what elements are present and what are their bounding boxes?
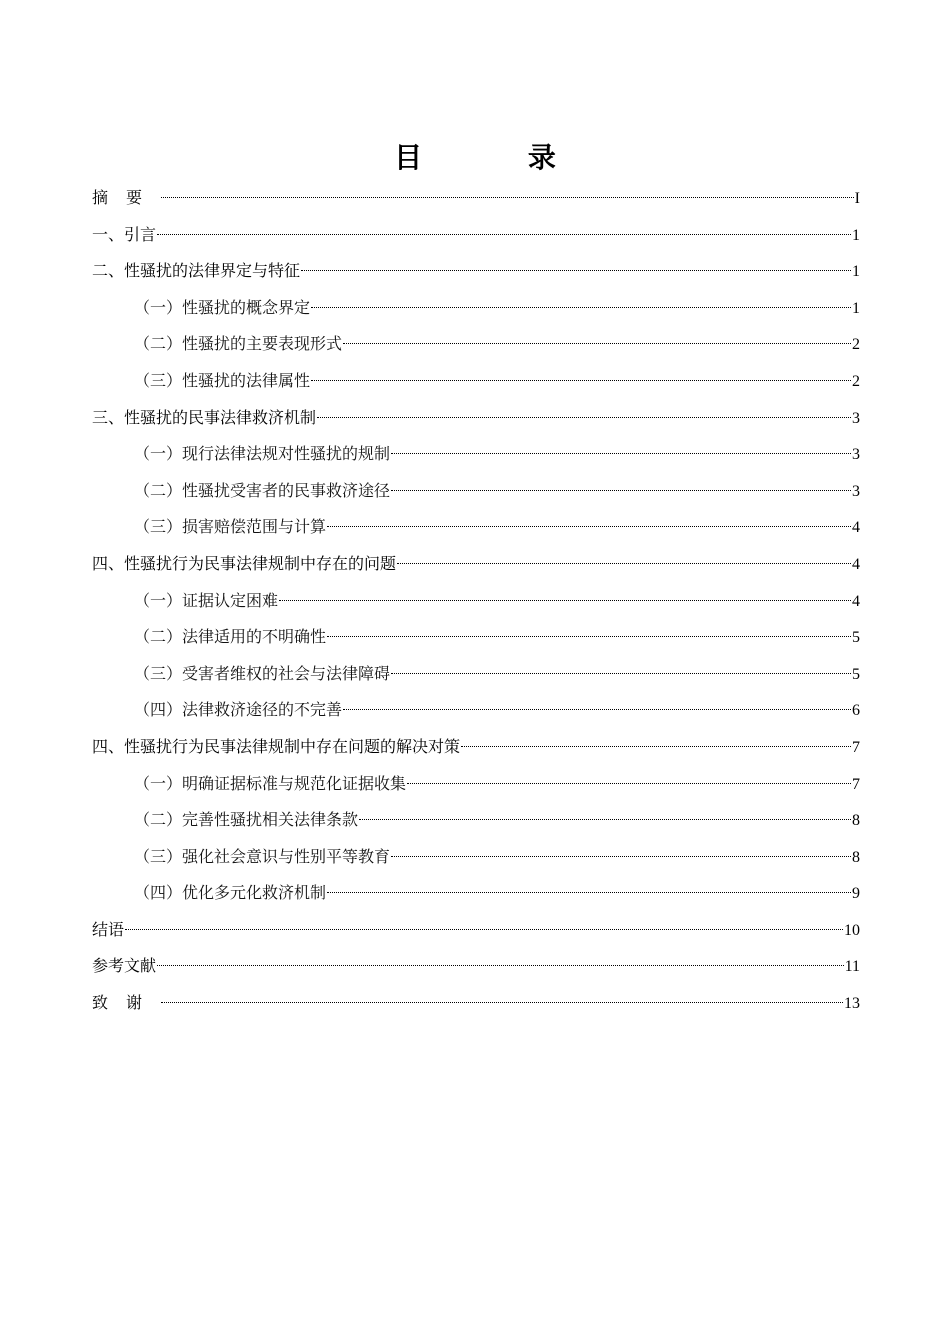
toc-entry-label: （二）性骚扰的主要表现形式: [134, 334, 343, 354]
toc-entry-chapter-5[interactable]: [92, 729, 860, 766]
toc-entry-chapter-2[interactable]: [92, 253, 860, 290]
toc-page-number: 2: [852, 336, 860, 354]
toc-entry-label: （二）法律适用的不明确性: [134, 627, 327, 647]
toc-leader-dots: [125, 929, 843, 930]
toc-leader-dots: [311, 380, 851, 381]
toc-entry-label: （三）受害者维权的社会与法律障碍: [134, 663, 391, 683]
toc-entry-section-4-4[interactable]: [92, 692, 860, 729]
toc-leader-dots: [391, 490, 851, 491]
toc-leader-dots: [327, 526, 851, 527]
toc-leader-dots: [301, 270, 851, 271]
toc-leader-dots: [157, 965, 844, 966]
toc-leader-dots: [391, 673, 851, 674]
toc-entry-section-2-1[interactable]: [92, 290, 860, 327]
toc-leader-dots: [397, 563, 851, 564]
toc-leader-dots: [311, 307, 851, 308]
toc-entry-label: 一、引言: [92, 224, 157, 244]
toc-page-number: 4: [852, 519, 860, 537]
toc-entry-section-5-1[interactable]: [92, 766, 860, 803]
toc-leader-dots: [279, 600, 851, 601]
toc-leader-dots: [161, 197, 854, 198]
toc-entry-section-5-3[interactable]: [92, 839, 860, 876]
toc-entry-chapter-4[interactable]: [92, 546, 860, 583]
toc-page-number: 3: [852, 446, 860, 464]
toc-page-number: 4: [852, 555, 860, 573]
toc-entry-section-4-1[interactable]: [92, 583, 860, 620]
toc-leader-dots: [407, 783, 851, 784]
toc-leader-dots: [461, 746, 851, 747]
toc-entry-label: （四）优化多元化救济机制: [134, 883, 327, 903]
table-of-contents: [92, 180, 860, 1022]
toc-entry-label: （三）损害赔偿范围与计算: [134, 517, 327, 537]
toc-page-number: 1: [852, 263, 860, 281]
toc-entry-label: 致谢: [92, 993, 161, 1013]
toc-entry-label: 结语: [92, 919, 125, 939]
toc-entry-label: （二）性骚扰受害者的民事救济途径: [134, 480, 391, 500]
toc-leader-dots: [327, 892, 851, 893]
toc-entry-label: 摘要: [92, 188, 161, 207]
toc-entry-label: （一）性骚扰的概念界定: [134, 297, 311, 317]
toc-entry-section-3-3[interactable]: [92, 509, 860, 546]
toc-entry-section-2-3[interactable]: [92, 363, 860, 400]
toc-leader-dots: [157, 234, 851, 235]
toc-entry-label: （三）性骚扰的法律属性: [134, 370, 311, 390]
toc-page-number: 4: [852, 592, 860, 610]
toc-entry-label: 二、性骚扰的法律界定与特征: [92, 261, 301, 281]
toc-page-number: 5: [852, 629, 860, 647]
toc-page-number: 8: [852, 848, 860, 866]
toc-entry-section-3-2[interactable]: [92, 473, 860, 510]
toc-page-number: 1: [852, 226, 860, 244]
toc-page-number: 6: [852, 702, 860, 720]
toc-leader-dots: [359, 819, 851, 820]
toc-leader-dots: [343, 709, 851, 710]
toc-page-number: 1: [852, 299, 860, 317]
toc-entry-label: （三）强化社会意识与性别平等教育: [134, 846, 391, 866]
toc-page-number: 3: [852, 409, 860, 427]
toc-entry-label: （一）证据认定困难: [134, 590, 279, 610]
toc-page-number: 7: [852, 738, 860, 756]
toc-entry-conclusion[interactable]: [92, 912, 860, 949]
toc-leader-dots: [391, 453, 851, 454]
toc-leader-dots: [343, 343, 851, 344]
toc-page-number: 2: [852, 372, 860, 390]
page-title: 目 录: [394, 141, 604, 174]
toc-entry-acknowledgements[interactable]: [92, 985, 860, 1022]
toc-entry-label: 参考文献: [92, 956, 157, 976]
toc-entry-label: 四、性骚扰行为民事法律规制中存在的问题: [92, 553, 397, 573]
toc-entry-section-5-2[interactable]: [92, 802, 860, 839]
toc-leader-dots: [317, 417, 851, 418]
toc-entry-abstract[interactable]: [92, 180, 860, 217]
toc-entry-label: （一）现行法律法规对性骚扰的规制: [134, 444, 391, 464]
toc-leader-dots: [161, 1002, 843, 1003]
toc-entry-introduction[interactable]: [92, 217, 860, 254]
toc-entry-section-4-3[interactable]: [92, 656, 860, 693]
toc-entry-label: 三、性骚扰的民事法律救济机制: [92, 407, 317, 427]
toc-page-number: 10: [844, 921, 860, 939]
toc-page-number: 11: [844, 958, 860, 976]
toc-entry-section-2-2[interactable]: [92, 326, 860, 363]
toc-leader-dots: [391, 856, 851, 857]
toc-leader-dots: [327, 636, 851, 637]
toc-page-number: 9: [852, 885, 860, 903]
toc-page-number: 13: [844, 995, 860, 1013]
toc-entry-section-5-4[interactable]: [92, 875, 860, 912]
toc-page-number: 8: [852, 812, 860, 830]
toc-entry-chapter-3[interactable]: [92, 400, 860, 437]
toc-entry-label: （二）完善性骚扰相关法律条款: [134, 810, 359, 830]
toc-entry-section-3-1[interactable]: [92, 436, 860, 473]
toc-page-number: 7: [852, 775, 860, 793]
toc-entry-label: （四）法律救济途径的不完善: [134, 700, 343, 720]
toc-page-number: 3: [852, 482, 860, 500]
toc-entry-label: （一）明确证据标准与规范化证据收集: [134, 773, 407, 793]
toc-entry-label: 四、性骚扰行为民事法律规制中存在问题的解决对策: [92, 736, 461, 756]
toc-page-number: I: [854, 190, 860, 207]
toc-entry-references[interactable]: [92, 948, 860, 985]
toc-entry-section-4-2[interactable]: [92, 619, 860, 656]
toc-page-number: 5: [852, 665, 860, 683]
